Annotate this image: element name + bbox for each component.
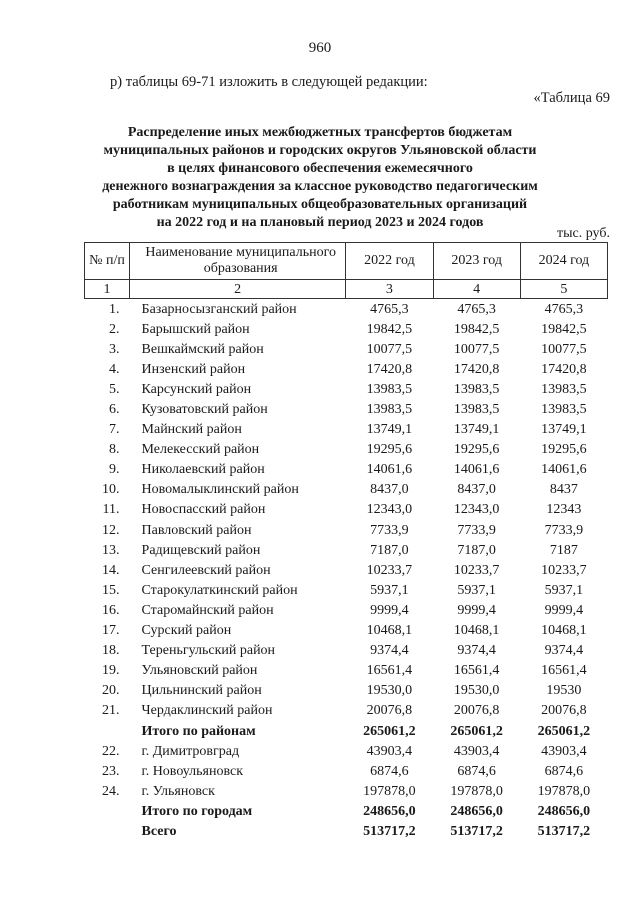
table-row [85,480,608,500]
value-2023: 9999,4 [457,602,496,618]
value-2023: 13749,1 [453,422,500,438]
value-2024: 9999,4 [544,602,584,618]
value-2024: 7187 [549,542,578,558]
header-2023: 2023 год [433,243,520,280]
value-2024: 12343 [546,502,582,518]
value-2024: 19295,6 [541,442,587,458]
value-2022: 9374,4 [370,643,409,659]
title-line: на 2022 год и на плановый период 2023 и 2024 годов [156,215,484,230]
row-name: Ульяновский район [141,663,258,679]
column-number: 5 [520,280,607,299]
table-header-row [85,243,608,280]
table-row [85,440,608,460]
row-name: Цильнинский район [141,683,262,699]
value-2022: 19295,6 [366,442,413,458]
value-2022: 8437,0 [370,482,409,498]
value-2023: 6874,6 [457,763,496,779]
value-2023: 7187,0 [457,542,496,558]
value-2022: 13983,5 [366,381,413,397]
value-2023: 10233,7 [453,562,500,578]
value-2023: 265061,2 [450,723,503,739]
total-row [85,821,608,841]
row-name: Карсунский район [141,381,252,397]
value-2023: 19530,0 [453,683,500,699]
title-line: муниципальных районов и городских округов Ульяновской области [103,143,537,158]
table-row [85,701,608,721]
row-name: Всего [141,823,177,839]
table-row [85,420,608,440]
header-2022: 2022 год [346,243,433,280]
row-number [85,821,130,841]
row-number: 1. [109,301,120,317]
column-number: 2 [130,280,346,299]
value-2022: 7187,0 [370,542,409,558]
value-2023: 197878,0 [450,783,503,799]
table-row [85,661,608,681]
row-number: 15. [102,582,120,598]
row-number: 2. [109,321,120,337]
title-line: денежного вознаграждения за классное руководство педагогическим [102,179,538,194]
value-2023: 5937,1 [457,582,496,598]
value-2022: 4765,3 [370,301,409,317]
row-number: 5. [109,381,120,397]
row-name: г. Ульяновск [141,783,215,799]
title-line: в целях финансового обеспечения ежемесячного [167,161,473,176]
row-number: 22. [102,743,120,759]
row-number: 23. [102,763,120,779]
value-2023: 16561,4 [453,663,500,679]
value-2024: 248656,0 [537,803,591,819]
value-2023: 4765,3 [457,301,496,317]
value-2022: 17420,8 [366,361,413,377]
row-name: г. Димитровград [141,743,240,759]
row-name: Кузоватовский район [141,402,268,418]
value-2022: 19530,0 [366,683,413,699]
table-row [85,359,608,379]
value-2024: 10077,5 [541,341,587,357]
header-num: № п/п [85,243,130,280]
value-2024: 513717,2 [537,823,591,839]
value-2022: 6874,6 [370,763,409,779]
value-2024: 13983,5 [541,402,587,418]
intro-text: р) таблицы 69-71 изложить в следующей редакции: [110,74,428,90]
row-number: 3. [109,341,120,357]
row-number: 21. [102,703,120,719]
table-row [85,761,608,781]
value-2022: 19842,5 [366,321,413,337]
value-2023: 20076,8 [453,703,500,719]
value-2023: 10077,5 [453,341,500,357]
row-name: Барышский район [141,321,250,337]
value-2023: 8437,0 [457,482,496,498]
value-2024: 43903,4 [541,743,587,759]
distribution-table [84,242,608,842]
value-2023: 13983,5 [453,402,500,418]
row-name: Итого по районам [141,723,256,739]
value-2024: 13983,5 [541,381,587,397]
value-2024: 10233,7 [541,562,587,578]
value-2023: 17420,8 [453,361,500,377]
row-name: Сурский район [141,623,232,639]
value-2023: 248656,0 [450,803,503,819]
row-number: 10. [102,482,120,498]
row-number: 8. [109,442,120,458]
value-2024: 197878,0 [537,783,591,799]
row-name: Базарносызганский район [141,301,297,317]
units-label: тыс. руб. [557,226,610,241]
row-name: Майнский район [141,422,242,438]
row-name: г. Новоульяновск [141,763,244,779]
value-2023: 7733,9 [457,522,496,538]
table-row [85,741,608,761]
value-2024: 19530 [546,683,582,699]
value-2023: 19295,6 [453,442,500,458]
table-row [85,520,608,540]
value-2024: 10468,1 [541,623,587,639]
table-row [85,299,608,320]
value-2024: 8437 [549,482,578,498]
row-number: 9. [109,462,120,478]
table-row [85,781,608,801]
row-number: 4. [109,361,120,377]
column-number: 3 [346,280,433,299]
value-2022: 14061,6 [366,462,413,478]
table-row [85,560,608,580]
table-row [85,500,608,520]
document-title [60,124,580,232]
row-number: 12. [102,522,120,538]
title-line: работникам муниципальных общеобразовательных организаций [112,197,528,212]
value-2022: 12343,0 [366,502,413,518]
value-2023: 13983,5 [453,381,500,397]
row-name: Чердаклинский район [141,703,273,719]
row-name: Вешкаймский район [141,341,264,357]
value-2024: 265061,2 [537,723,591,739]
value-2022: 16561,4 [366,663,413,679]
row-name: Итого по городам [141,803,253,819]
value-2024: 20076,8 [541,703,587,719]
value-2022: 7733,9 [370,522,409,538]
value-2022: 5937,1 [370,582,409,598]
value-2022: 197878,0 [363,783,416,799]
row-number: 19. [102,663,120,679]
value-2023: 43903,4 [453,743,500,759]
value-2022: 20076,8 [366,703,413,719]
table-row [85,641,608,661]
value-2022: 265061,2 [363,723,416,739]
row-number [85,801,130,821]
table-reference: «Таблица 69 [533,90,610,106]
table-row [85,580,608,600]
row-name: Тереньгульский район [141,643,276,659]
value-2022: 13749,1 [366,422,413,438]
value-2023: 10468,1 [453,623,500,639]
row-number: 11. [102,502,120,518]
row-name: Мелекесский район [141,442,260,458]
value-2023: 14061,6 [453,462,500,478]
header-name: Наименование муниципального образования [130,243,346,280]
column-number: 1 [85,280,130,299]
row-number: 17. [102,623,120,639]
page-number: 960 [308,40,332,56]
total-row [85,721,608,741]
value-2024: 9374,4 [544,643,584,659]
value-2023: 513717,2 [450,823,503,839]
row-name: Радищевский район [141,542,261,558]
value-2022: 10077,5 [366,341,413,357]
row-number: 7. [109,422,120,438]
table-row [85,460,608,480]
value-2024: 4765,3 [544,301,584,317]
row-name: Старокулаткинский район [141,582,298,598]
value-2023: 9374,4 [457,643,496,659]
row-number: 6. [109,402,120,418]
value-2024: 17420,8 [541,361,587,377]
value-2024: 5937,1 [544,582,584,598]
row-name: Старомайнский район [141,602,274,618]
total-row [85,801,608,821]
table-row [85,681,608,701]
table-body [85,299,608,842]
header-2024: 2024 год [520,243,607,280]
row-name: Инзенский район [141,361,246,377]
value-2022: 10468,1 [366,623,413,639]
table-row [85,399,608,419]
value-2024: 6874,6 [544,763,584,779]
row-name: Новомалыклинский район [141,482,299,498]
table-row [85,339,608,359]
row-number: 18. [102,643,120,659]
value-2022: 13983,5 [366,402,413,418]
row-number: 16. [102,602,120,618]
value-2023: 19842,5 [453,321,500,337]
value-2024: 7733,9 [544,522,584,538]
value-2024: 19842,5 [541,321,587,337]
value-2022: 248656,0 [363,803,416,819]
value-2023: 12343,0 [453,502,500,518]
value-2024: 14061,6 [541,462,587,478]
row-number: 24. [102,783,120,799]
row-number [85,721,130,741]
row-name: Новоспасский район [141,502,266,518]
column-number: 4 [433,280,520,299]
row-number: 13. [102,542,120,558]
value-2022: 513717,2 [363,823,416,839]
value-2024: 13749,1 [541,422,587,438]
row-number: 14. [102,562,120,578]
value-2022: 43903,4 [366,743,413,759]
table-row [85,540,608,560]
value-2022: 10233,7 [366,562,413,578]
title-line: Распределение иных межбюджетных трансфертов бюджетам [127,125,513,140]
table-row [85,621,608,641]
table-row [85,600,608,620]
value-2024: 16561,4 [541,663,587,679]
row-name: Сенгилеевский район [141,562,271,578]
row-name: Павловский район [141,522,252,538]
table-row [85,379,608,399]
row-number: 20. [102,683,120,699]
table-row [85,319,608,339]
row-name: Николаевский район [141,462,265,478]
column-number-row [85,280,608,299]
value-2022: 9999,4 [370,602,409,618]
